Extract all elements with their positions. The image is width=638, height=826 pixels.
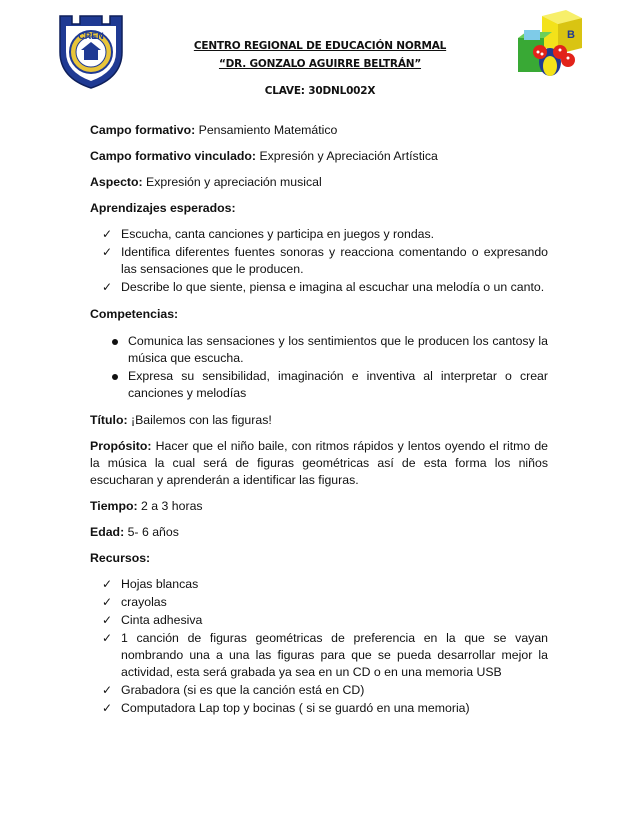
svg-text:B: B xyxy=(567,29,575,41)
competencias-list xyxy=(90,333,548,402)
cren-shield-logo xyxy=(56,12,126,90)
titulo-label: Título: xyxy=(90,413,128,427)
school-name: CENTRO REGIONAL DE EDUCACIÓN NORMAL xyxy=(193,40,447,52)
tiempo-value: 2 a 3 horas xyxy=(141,499,203,513)
campo-vinculado-label: Campo formativo vinculado: xyxy=(90,149,257,163)
edad-value: 5- 6 años xyxy=(127,525,179,539)
list-item: ✓ Cinta adhesiva xyxy=(90,612,548,629)
recursos-list xyxy=(90,576,548,717)
recursos-label: Recursos: xyxy=(90,551,151,565)
campo-formativo-value: Pensamiento Matemático xyxy=(198,123,338,137)
recursos-heading xyxy=(90,550,548,567)
lesson-plan-body xyxy=(90,122,548,727)
school-key: CLAVE: 30DNL002X xyxy=(264,85,376,97)
proposito xyxy=(90,438,548,489)
school-dedication: “DR. GONZALO AGUIRRE BELTRÁN” xyxy=(218,58,422,70)
campo-vinculado-value: Expresión y Apreciación Artística xyxy=(259,149,438,163)
titulo xyxy=(90,412,548,429)
aspecto-value: Expresión y apreciación musical xyxy=(146,175,322,189)
list-item: ✓ Hojas blancas xyxy=(90,576,548,593)
list-item: ✓ Grabadora (si es que la canción está en CD) xyxy=(90,682,548,699)
aprendizajes-list xyxy=(90,226,548,296)
aspecto-label: Aspecto: xyxy=(90,175,143,189)
campo-formativo xyxy=(90,122,548,139)
proposito-value: Hacer que el niño baile, con ritmos rápidos y lentos oyendo el ritmo de la música la cual será de figuras geométricas así de esta forma los niños escucharan y aprenderán a identificar las figuras. xyxy=(90,439,548,487)
tiempo-label: Tiempo: xyxy=(90,499,138,513)
aprendizajes-heading xyxy=(90,200,548,217)
titulo-value: ¡Bailemos con las figuras! xyxy=(130,413,272,427)
list-item: Expresa su sensibilidad, imaginación e inventiva al interpretar o crear canciones y melodías xyxy=(90,368,548,402)
list-item: ✓ 1 canción de figuras geométricas de preferencia en la que se vayan nombrando una a una las figuras para que se pueda desarrollar mejor la actividad, esta será grabada ya sea en un CD o en una memoria USB xyxy=(90,630,548,681)
list-item: ✓ crayolas xyxy=(90,594,548,611)
edad-label: Edad: xyxy=(90,525,125,539)
proposito-label: Propósito: xyxy=(90,439,152,453)
edad xyxy=(90,524,548,541)
campo-vinculado xyxy=(90,148,548,165)
colorful-cubes-logo xyxy=(512,8,586,88)
tiempo xyxy=(90,498,548,515)
competencias-heading xyxy=(90,306,548,323)
aprendizajes-label: Aprendizajes esperados: xyxy=(90,201,236,215)
list-item: ✓ Identifica diferentes fuentes sonoras y reacciona comentando o expresando las sensaciones que le producen. xyxy=(90,244,548,278)
aspecto xyxy=(90,174,548,191)
campo-formativo-label: Campo formativo: xyxy=(90,123,196,137)
competencias-label: Competencias: xyxy=(90,307,179,321)
list-item: ✓ Describe lo que siente, piensa e imagina al escuchar una melodía o un canto. xyxy=(90,279,548,296)
list-item: ✓ Computadora Lap top y bocinas ( si se guardó en una memoria) xyxy=(90,700,548,717)
svg-text:CREN: CREN xyxy=(78,31,104,41)
list-item: Comunica las sensaciones y los sentimientos que le producen los cantosy la música que escucha. xyxy=(90,333,548,367)
list-item: ✓ Escucha, canta canciones y participa en juegos y rondas. xyxy=(90,226,548,243)
